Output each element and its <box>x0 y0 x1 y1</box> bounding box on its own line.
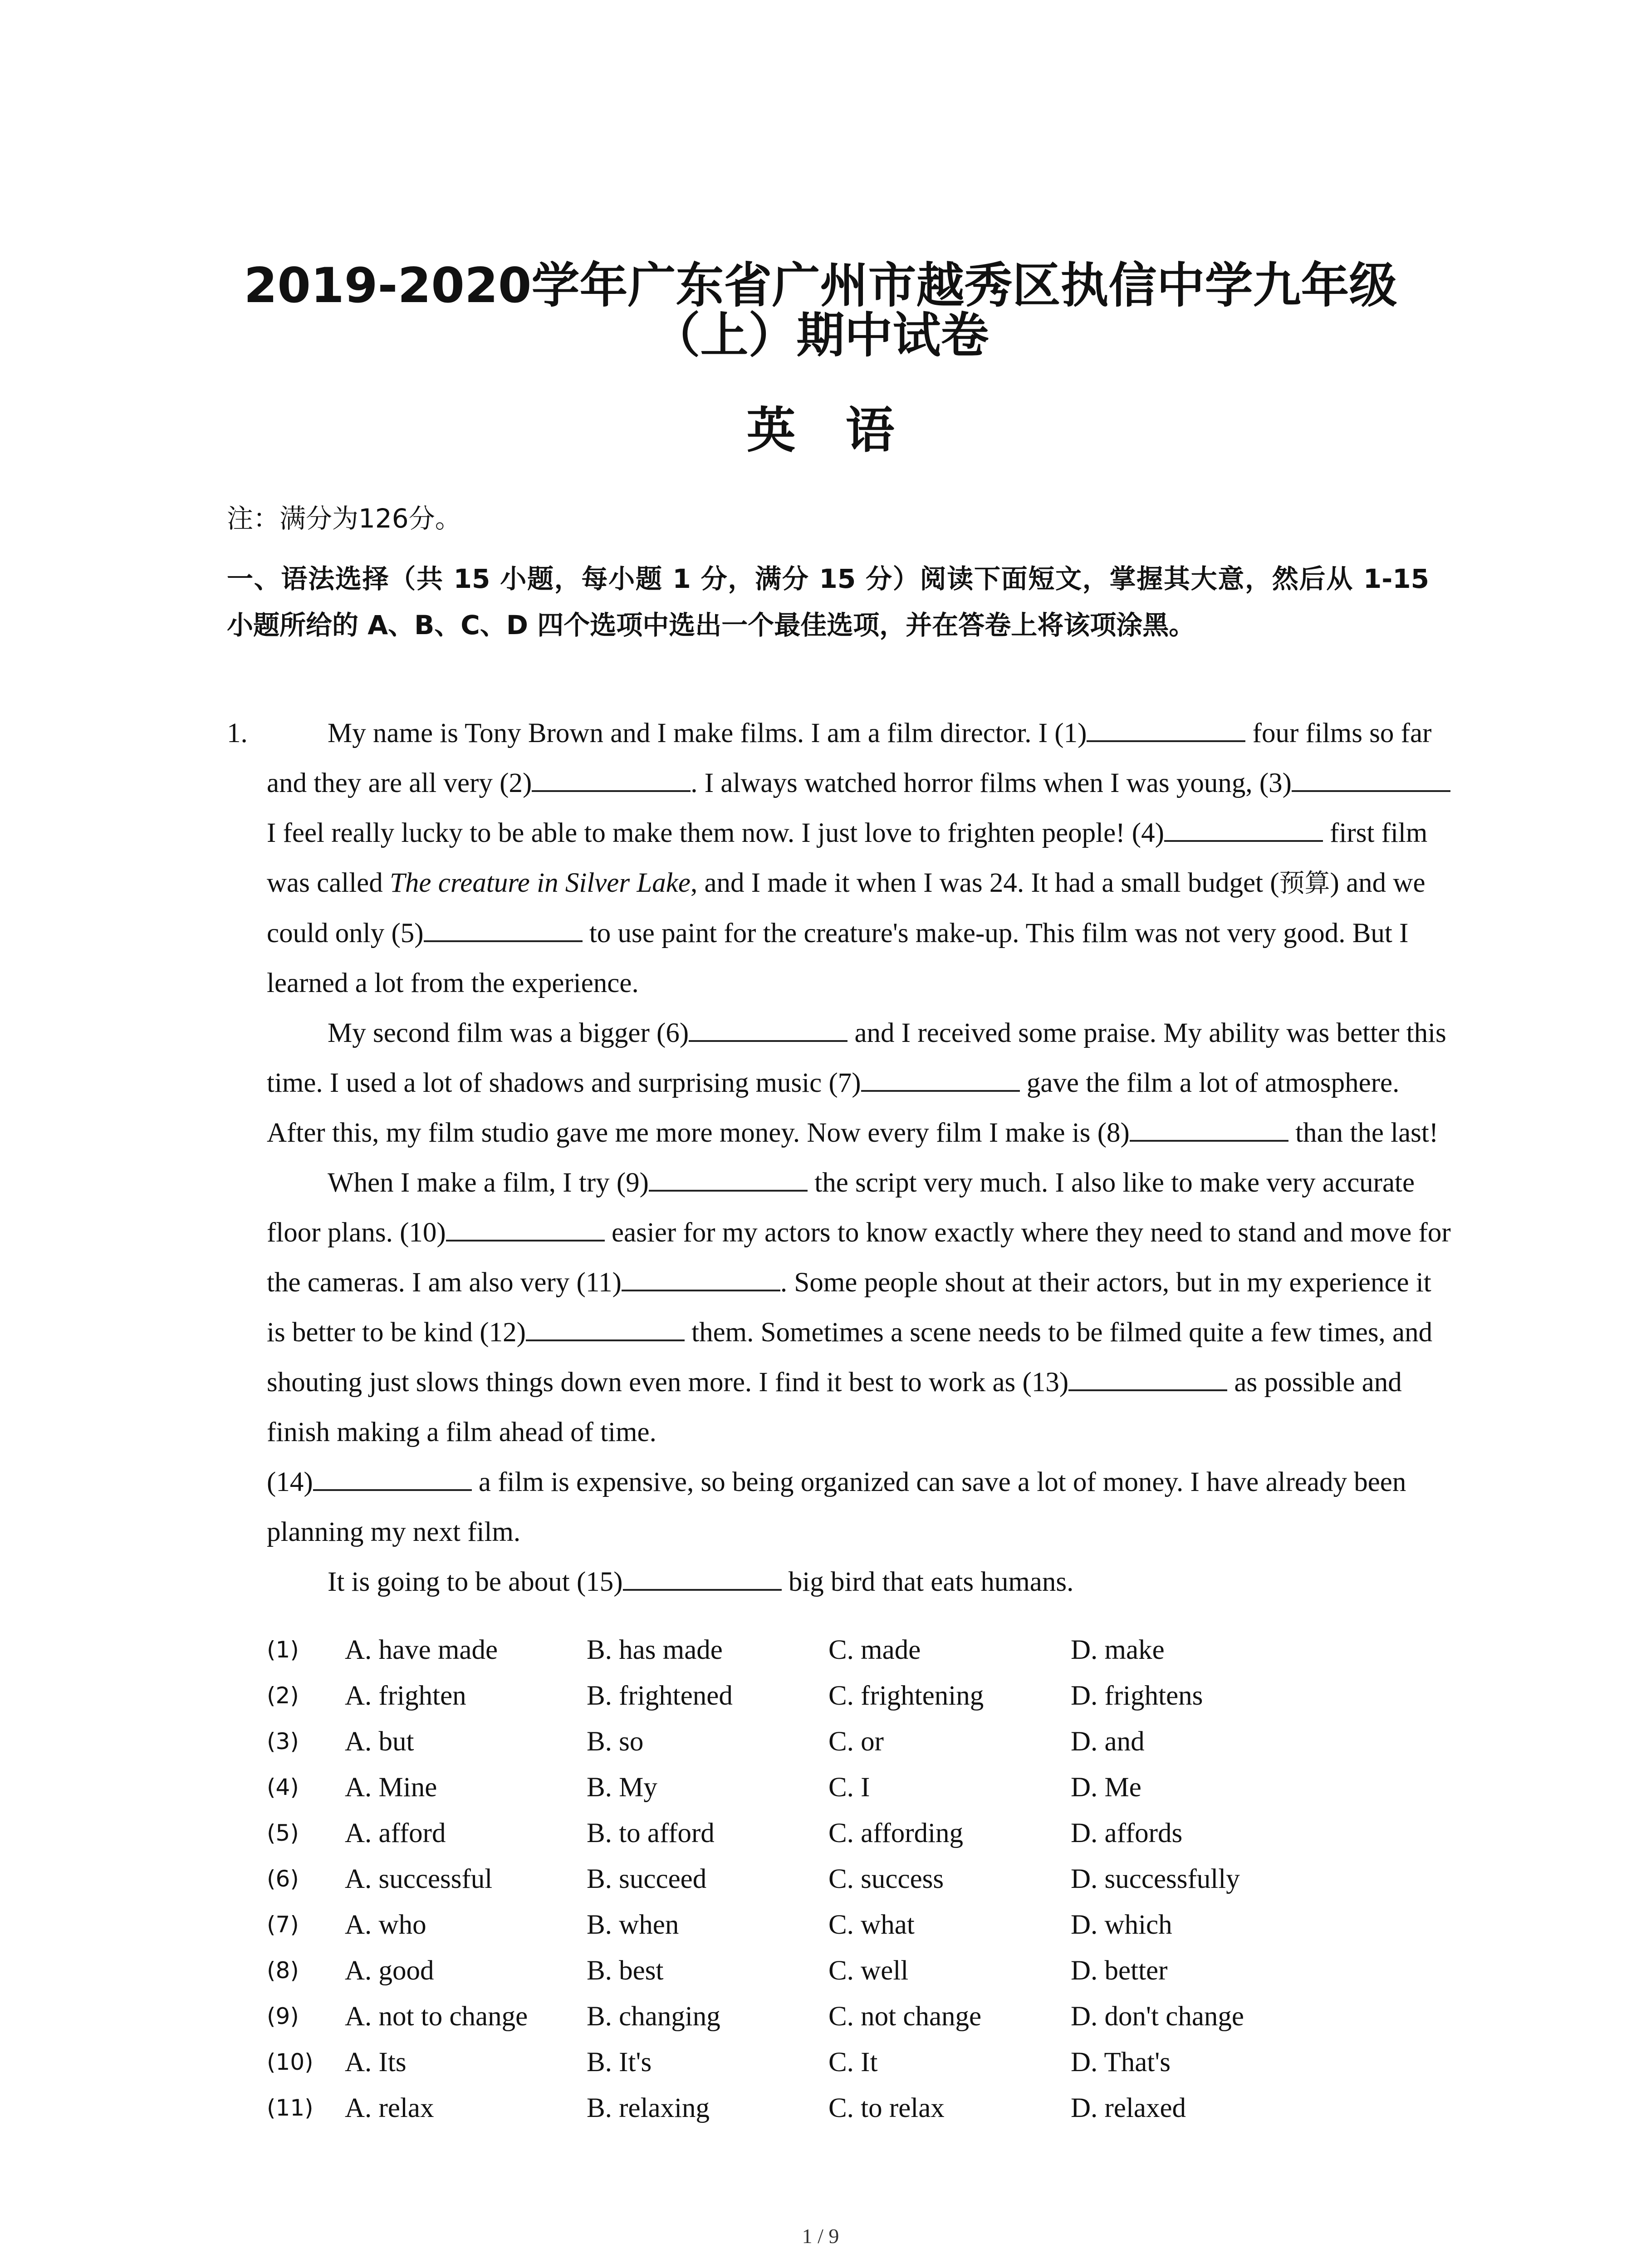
option-a: A. frighten <box>345 1681 466 1711</box>
passage-text: as possible and finish making a film ahead of time. <box>267 1367 1402 1447</box>
option-b: B. succeed <box>587 1864 707 1894</box>
passage-text: a film is expensive, so being organized can save a lot of money. I have already been planning my next film. <box>267 1467 1406 1547</box>
option-row <box>267 1810 1446 1856</box>
passage-text: When I make a film, I try (9) <box>328 1168 649 1198</box>
passage-text: (14) <box>267 1467 313 1497</box>
option-row <box>267 1719 1446 1765</box>
answer-blank-2 <box>532 763 691 792</box>
reading-passage <box>227 709 1452 1607</box>
passage-text: My second film was a bigger (6) <box>328 1018 689 1048</box>
option-d: D. don't change <box>1071 2001 1244 2032</box>
answer-blank-6 <box>689 1013 847 1042</box>
option-a: A. Its <box>345 2047 407 2077</box>
option-c: C. well <box>828 1955 909 1986</box>
option-d: D. Me <box>1071 1772 1141 1803</box>
passage-text: the script very much. I also like to make very accurate floor plans. (10) <box>267 1168 1415 1248</box>
option-c: C. success <box>828 1864 944 1894</box>
option-a: A. not to change <box>345 2001 528 2032</box>
option-row <box>267 1765 1446 1810</box>
passage-paragraph-5 <box>227 1557 1452 1607</box>
option-a: A. but <box>345 1726 414 1757</box>
answer-options <box>267 1627 1446 2131</box>
option-b: B. best <box>587 1955 664 1986</box>
option-number: (6) <box>267 1866 299 1892</box>
passage-text: gave the film a lot of atmosphere. After this, my film studio gave me more money. Now every film I make is (8) <box>267 1068 1400 1148</box>
option-d: D. better <box>1071 1955 1168 1986</box>
answer-blank-10 <box>446 1212 605 1242</box>
passage-text: than the last! <box>1288 1118 1439 1148</box>
answer-blank-11 <box>622 1262 780 1291</box>
option-c: C. not change <box>828 2001 982 2032</box>
option-d: D. relaxed <box>1071 2093 1186 2123</box>
option-c: C. affording <box>828 1818 964 1848</box>
option-a: A. relax <box>345 2093 434 2123</box>
option-d: D. frightens <box>1071 1681 1203 1711</box>
option-d: D. affords <box>1071 1818 1183 1848</box>
option-b: B. when <box>587 1910 679 1940</box>
option-a: A. successful <box>345 1864 493 1894</box>
passage-text: four films so far and they are all very (2) <box>267 718 1432 798</box>
question-number: 1. <box>227 718 248 748</box>
option-d: D. make <box>1071 1635 1165 1665</box>
option-b: B. to afford <box>587 1818 715 1848</box>
film-title: The creature in Silver Lake <box>390 868 691 898</box>
option-c: C. or <box>828 1726 884 1757</box>
option-row <box>267 1673 1446 1719</box>
option-number: (9) <box>267 2003 299 2029</box>
option-number: (8) <box>267 1957 299 1984</box>
option-b: B. It's <box>587 2047 652 2077</box>
option-b: B. frightened <box>587 1681 733 1711</box>
answer-blank-14 <box>313 1462 472 1491</box>
answer-blank-3 <box>1292 763 1450 792</box>
option-c: C. It <box>828 2047 878 2077</box>
option-row <box>267 1627 1446 1673</box>
passage-text: big bird that eats humans. <box>781 1567 1074 1597</box>
option-a: A. Mine <box>345 1772 437 1803</box>
page-number: 1 / 9 <box>802 2224 839 2248</box>
answer-blank-5 <box>424 913 583 942</box>
passage-paragraph-3 <box>227 1158 1452 1457</box>
passage-text: them. Sometimes a scene needs to be filmed quite a few times, and shouting just slows things down even more. I find it best to work as (13) <box>267 1317 1433 1398</box>
option-d: D. successfully <box>1071 1864 1240 1894</box>
option-number: (3) <box>267 1728 299 1755</box>
answer-blank-12 <box>526 1312 685 1341</box>
option-row <box>267 1856 1446 1902</box>
option-c: C. to relax <box>828 2093 945 2123</box>
option-a: A. have made <box>345 1635 498 1665</box>
passage-text: . Some people shout at their actors, but in my experience it is better to be kind (12) <box>267 1267 1431 1348</box>
exam-title-line-1: 2019-2020学年广东省广州市越秀区执信中学九年级 <box>244 258 1397 313</box>
option-row <box>267 2039 1446 2085</box>
option-d: D. and <box>1071 1726 1145 1757</box>
passage-text: easier for my actors to know exactly where they need to stand and move for the cameras. I am also very (11) <box>267 1217 1451 1298</box>
exam-title-line-2: （上）期中试卷 <box>652 308 989 363</box>
option-number: (11) <box>267 2095 314 2121</box>
option-c: C. frightening <box>828 1681 984 1711</box>
passage-text: It is going to be about (15) <box>328 1567 623 1597</box>
option-c: C. what <box>828 1910 915 1940</box>
option-c: C. made <box>828 1635 921 1665</box>
score-note: 注：满分为126分。 <box>227 503 461 534</box>
section-instructions: 一、语法选择（共 15 小题，每小题 1 分，满分 15 分）阅读下面短文，掌握其大意，然后从 1-15 小题所给的 A、B、C、D 四个选项中选出一个最佳选项，并在答卷上将该项涂黑。 <box>227 563 1429 640</box>
passage-text: . I always watched horror films when I was young, (3) <box>691 768 1292 798</box>
option-a: A. good <box>345 1955 434 1986</box>
option-row <box>267 1948 1446 1994</box>
answer-blank-8 <box>1130 1113 1288 1142</box>
passage-paragraph-4 <box>227 1457 1452 1557</box>
passage-text: first film was called <box>267 818 1428 898</box>
passage-text: ) and we could only (5) <box>267 868 1425 948</box>
option-a: A. who <box>345 1910 426 1940</box>
option-row <box>267 1902 1446 1948</box>
option-number: (4) <box>267 1774 299 1800</box>
answer-blank-9 <box>649 1163 808 1192</box>
option-number: (5) <box>267 1820 299 1846</box>
option-number: (10) <box>267 2049 314 2075</box>
option-b: B. changing <box>587 2001 720 2032</box>
passage-text: My name is Tony Brown and I make films. I am a film director. I (1) <box>328 718 1087 748</box>
answer-blank-7 <box>861 1063 1020 1092</box>
option-d: D. That's <box>1071 2047 1171 2077</box>
option-b: B. relaxing <box>587 2093 710 2123</box>
option-number: (2) <box>267 1682 299 1709</box>
option-a: A. afford <box>345 1818 446 1848</box>
option-b: B. My <box>587 1772 657 1803</box>
passage-paragraph-2 <box>227 1008 1452 1158</box>
option-c: C. I <box>828 1772 870 1803</box>
option-d: D. which <box>1071 1910 1172 1940</box>
chinese-gloss: 预算 <box>1279 869 1330 898</box>
passage-text: to use paint for the creature's make-up. This film was not very good. But I learned a lot from the experience. <box>267 918 1409 998</box>
answer-blank-15 <box>623 1562 782 1591</box>
option-number: (7) <box>267 1911 299 1938</box>
answer-blank-1 <box>1087 713 1245 742</box>
option-row <box>267 2085 1446 2131</box>
answer-blank-13 <box>1068 1362 1227 1391</box>
option-row <box>267 1994 1446 2039</box>
passage-paragraph-1 <box>227 709 1452 1008</box>
option-b: B. has made <box>587 1635 723 1665</box>
option-number: (1) <box>267 1637 299 1663</box>
passage-text: and I received some praise. My ability was better this time. I used a lot of shadows and surprising music (7) <box>267 1018 1446 1098</box>
subject-title: 英语 <box>746 402 945 459</box>
answer-blank-4 <box>1164 813 1323 842</box>
option-b: B. so <box>587 1726 644 1757</box>
passage-text: , and I made it when I was 24. It had a small budget ( <box>690 868 1279 898</box>
passage-text: I feel really lucky to be able to make them now. I just love to frighten people! (4) <box>267 818 1164 848</box>
